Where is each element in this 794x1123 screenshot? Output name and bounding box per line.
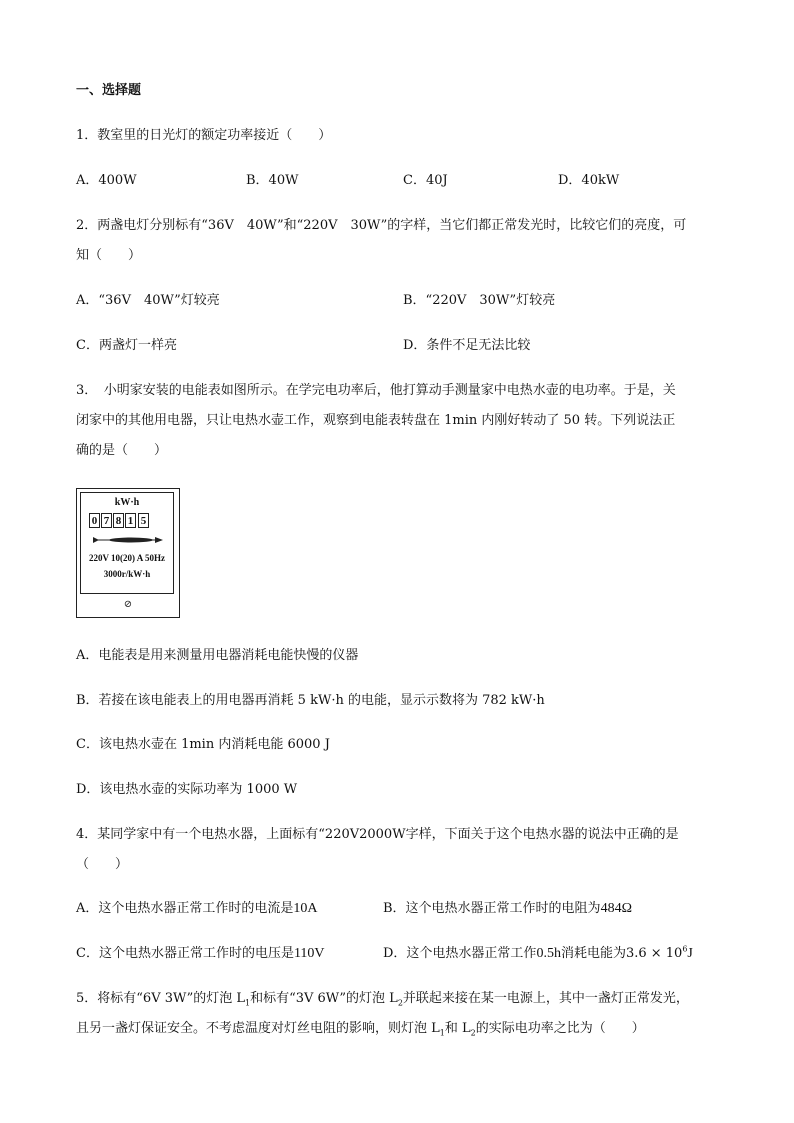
q4-option-b-value: 484Ω <box>600 901 632 916</box>
q3-option-d: D．该电热水壶的实际功率为 1000 W <box>76 782 298 797</box>
q1-option-c: C．40J <box>403 173 448 188</box>
q4-option-d-number: 3.6 × 10 <box>625 946 683 961</box>
q5-subscript: 2 <box>397 998 403 1008</box>
q4-option-a-value: 10A <box>293 901 318 916</box>
meter-digit-display <box>89 513 150 528</box>
meter-unit-label: kW·h <box>114 497 140 508</box>
q5-text: 且另一盏灯保证安全。不考虑温度对灯丝电阻的影响，则灯泡 L <box>76 1021 440 1036</box>
q2-option-b: B．“220V 30W”灯较亮 <box>403 293 556 308</box>
q4-option-b <box>383 900 632 918</box>
q3-option-c: C．该电热水壶在 1min 内消耗电能 6000 J <box>76 737 330 752</box>
q2-option-c: C．两盏灯一样亮 <box>76 338 177 353</box>
q4-option-d-exponent: 6 <box>682 944 688 954</box>
meter-digit: 8 <box>113 513 124 528</box>
meter-digit: 0 <box>89 513 100 528</box>
q4-option-c-value: 110V <box>293 946 325 961</box>
question-1-stem: 1．教室里的日光灯的额定功率接近（ ） <box>76 128 332 143</box>
meter-spec-label: 220V 10(20) A 50Hz <box>88 553 166 563</box>
q1-option-d: D．40kW <box>558 173 620 188</box>
q5-text: 和 L <box>444 1021 471 1036</box>
q5-subscript: 1 <box>245 998 251 1008</box>
q2-option-a: A．“36V 40W”灯较亮 <box>76 293 220 308</box>
q3-option-b: B．若接在该电能表上的用电器再消耗 5 kW·h 的电能，显示示数将为 782 kW·h <box>76 693 545 708</box>
question-3-stem-line3: 确的是（ ） <box>76 443 168 458</box>
meter-rate-label: 3000r/kW·h <box>103 569 151 579</box>
question-5-stem-line2 <box>76 1020 645 1038</box>
q4-option-d-time: 0.5h <box>536 946 561 961</box>
meter-base-symbol: ⊘ <box>123 599 133 610</box>
q4-option-c-text: C．这个电热水器正常工作时的电压是 <box>76 946 294 961</box>
section-title: 一、选择题 <box>76 83 142 98</box>
energy-meter-panel <box>80 492 174 594</box>
q5-text: 5．将标有“6V 3W”的灯泡 L <box>76 991 245 1006</box>
q5-text: 并联起来接在某一电源上，其中一盏灯正常发光， <box>402 991 689 1006</box>
q4-option-a-text: A．这个电热水器正常工作时的电流是 <box>76 901 294 916</box>
q1-option-a: A．400W <box>76 173 137 188</box>
question-2-stem-line1: 2．两盏电灯分别标有“36V 40W”和“220V 30W”的字样，当它们都正常发光时，比较它们的亮度，可 <box>76 218 687 233</box>
q2-option-d: D．条件不足无法比较 <box>403 338 531 353</box>
question-3-stem-line2: 闭家中的其他用电器，只让电热水壶工作，观察到电能表转盘在 1min 内刚好转动了 50 转。下列说法正 <box>76 413 676 428</box>
q4-option-d-mid: 消耗电能为 <box>560 946 626 961</box>
question-2-stem-line2: 知（ ） <box>76 248 142 263</box>
q4-option-d-unit: J <box>687 946 693 961</box>
q4-option-d <box>383 945 693 963</box>
q4-option-d-text: D．这个电热水器正常工作 <box>383 946 537 961</box>
q4-option-b-text: B．这个电热水器正常工作时的电阻为 <box>383 901 601 916</box>
meter-digit: 7 <box>101 513 112 528</box>
q4-option-a <box>76 900 318 918</box>
q1-option-b: B．40W <box>246 173 299 188</box>
q5-subscript: 2 <box>470 1028 476 1038</box>
question-3-stem-line1: 3． 小明家安装的电能表如图所示。在学完电功率后，他打算动手测量家中电热水壶的电功率。于是，关 <box>76 383 676 398</box>
meter-disc-arrow-icon <box>91 535 165 545</box>
q3-option-a: A．电能表是用来测量用电器消耗电能快慢的仪器 <box>76 648 359 663</box>
q5-text: 的实际电功率之比为（ ） <box>475 1021 645 1036</box>
meter-digit: 1 <box>125 513 136 528</box>
energy-meter-figure <box>76 488 180 618</box>
meter-digit-decimal: 5 <box>138 513 149 528</box>
q5-subscript: 1 <box>439 1028 445 1038</box>
q5-text: 和标有“3V 6W”的灯泡 L <box>250 991 398 1006</box>
q4-option-c <box>76 945 325 963</box>
question-4-stem-line2: （ ） <box>76 857 129 872</box>
question-4-stem-line1: 4．某同学家中有一个电热水器，上面标有“220V2000W字样，下面关于这个电热水器的说法中正确的是 <box>76 827 679 842</box>
question-5-stem-line1 <box>76 990 689 1008</box>
